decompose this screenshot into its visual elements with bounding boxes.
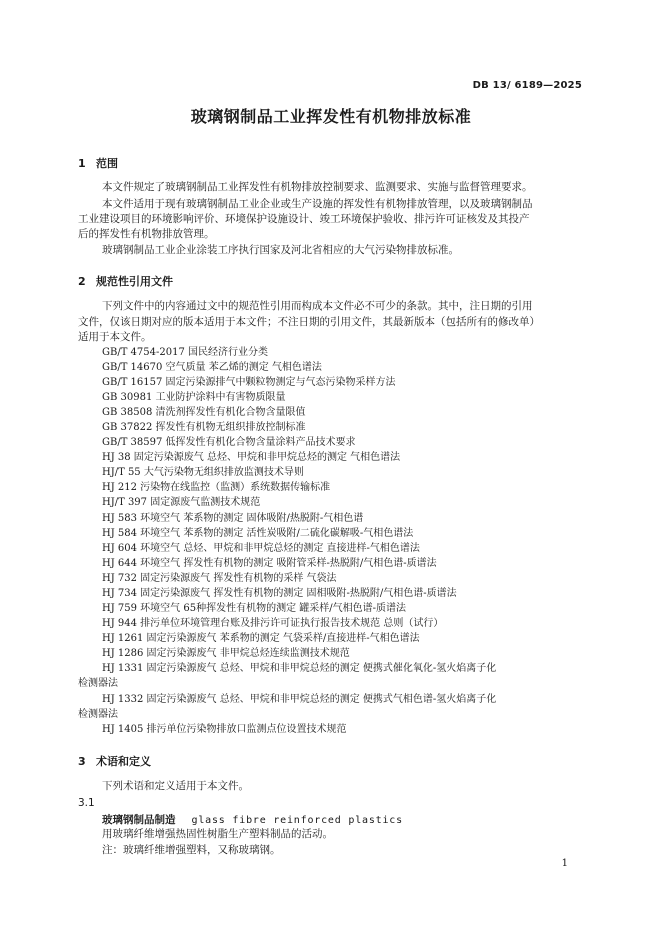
reference-item: HJ 1261 固定污染源废气 苯系物的测定 气袋采样/直接进样-气相色谱法 xyxy=(102,633,420,644)
section-3-heading: 3 术语和定义 xyxy=(78,755,151,768)
scope-paragraph-2-line-3: 后的挥发性有机物排放管理。 xyxy=(78,228,215,240)
normative-intro-line-3: 适用于本文件。 xyxy=(78,331,152,343)
reference-item: HJ 644 环境空气 挥发性有机物的测定 吸附管采样-热脱附/气相色谱-质谱法 xyxy=(102,558,437,569)
reference-item: GB/T 4754-2017 国民经济行业分类 xyxy=(102,347,269,358)
reference-item: GB 37822 挥发性有机物无组织排放控制标准 xyxy=(102,422,306,433)
reference-item: HJ 212 污染物在线监控（监测）系统数据传输标准 xyxy=(102,482,331,493)
normative-intro-line-2: 文件，仅该日期对应的版本适用于本文件；不注日期的引用文件，其最新版本（包括所有的修改单） xyxy=(78,316,540,328)
page-number: 1 xyxy=(561,858,568,869)
reference-item-continuation: 检测器法 xyxy=(78,709,118,720)
term-title-en: glass fibre reinforced plastics xyxy=(191,815,403,826)
normative-intro-line-1: 下列文件中的内容通过文中的规范性引用而构成本文件必不可少的条款。其中，注日期的引用 xyxy=(102,300,533,312)
reference-item: HJ/T 55 大气污染物无组织排放监测技术导则 xyxy=(102,467,304,478)
reference-item-continuation: 检测器法 xyxy=(78,678,118,689)
reference-item: HJ 732 固定污染源废气 挥发性有机物的采样 气袋法 xyxy=(102,573,337,584)
terms-intro: 下列术语和定义适用于本文件。 xyxy=(102,780,249,792)
reference-item: HJ 1405 排污单位污染物排放口监测点位设置技术规范 xyxy=(102,724,347,735)
scope-paragraph-2-line-1: 本文件适用于现有玻璃钢制品工业企业或生产设施的挥发性有机物排放管理，以及玻璃钢制品 xyxy=(102,198,533,210)
term-title xyxy=(102,812,403,827)
scope-paragraph-2-line-2: 工业建设项目的环境影响评价、环境保护设施设计、竣工环境保护验收、排污许可证核发及其投产 xyxy=(78,213,530,225)
reference-item: HJ 604 环境空气 总烃、甲烷和非甲烷总烃的测定 直接进样-气相色谱法 xyxy=(102,543,420,554)
reference-item: HJ 1331 固定污染源废气 总烃、甲烷和非甲烷总烃的测定 便携式催化氧化-氢火焰离子化 xyxy=(102,663,497,674)
scope-paragraph-1: 本文件规定了玻璃钢制品工业挥发性有机物排放控制要求、监测要求、实施与监督管理要求。 xyxy=(102,181,533,193)
reference-item: HJ 759 环境空气 65种挥发性有机物的测定 罐采样/气相色谱-质谱法 xyxy=(102,603,407,614)
reference-item: HJ 1332 固定污染源废气 总烃、甲烷和非甲烷总烃的测定 便携式气相色谱-氢火焰离子化 xyxy=(102,694,497,705)
reference-item: GB 30981 工业防护涂料中有害物质限量 xyxy=(102,392,286,403)
term-number: 3.1 xyxy=(78,797,95,809)
reference-item: GB 38508 清洗剂挥发性有机化合物含量限值 xyxy=(102,407,306,418)
scope-paragraph-3: 玻璃钢制品工业企业涂装工序执行国家及河北省相应的大气污染物排放标准。 xyxy=(102,244,459,256)
term-title-cn: 玻璃钢制品制造 xyxy=(102,814,176,826)
document-title: 玻璃钢制品工业挥发性有机物排放标准 xyxy=(190,107,472,126)
reference-item: HJ 584 环境空气 苯系物的测定 活性炭吸附/二硫化碳解吸-气相色谱法 xyxy=(102,528,414,539)
reference-item: HJ 583 环境空气 苯系物的测定 固体吸附/热脱附-气相色谱 xyxy=(102,513,364,524)
reference-item: HJ 1286 固定污染源废气 非甲烷总烃连续监测技术规范 xyxy=(102,648,350,659)
reference-item: GB/T 16157 固定污染源排气中颗粒物测定与气态污染物采样方法 xyxy=(102,377,396,388)
section-1-heading: 1 范围 xyxy=(78,157,118,170)
section-2-heading: 2 规范性引用文件 xyxy=(78,275,173,288)
term-note: 注：玻璃纤维增强塑料，又称玻璃钢。 xyxy=(102,844,281,856)
reference-item: GB/T 38597 低挥发性有机化合物含量涂料产品技术要求 xyxy=(102,437,356,448)
term-definition: 用玻璃纤维增强热固性树脂生产塑料制品的活动。 xyxy=(102,828,333,840)
reference-item: HJ/T 397 固定源废气监测技术规范 xyxy=(102,497,261,508)
standard-code: DB 13/ 6189—2025 xyxy=(472,80,582,91)
reference-item: HJ 38 固定污染源废气 总烃、甲烷和非甲烷总烃的测定 气相色谱法 xyxy=(102,452,401,463)
reference-item: HJ 944 排污单位环境管理台账及排污许可证执行报告技术规范 总则（试行） xyxy=(102,618,444,629)
reference-item: HJ 734 固定污染源废气 挥发性有机物的测定 固相吸附-热脱附/气相色谱-质谱法 xyxy=(102,588,457,599)
reference-item: GB/T 14670 空气质量 苯乙烯的测定 气相色谱法 xyxy=(102,362,322,373)
